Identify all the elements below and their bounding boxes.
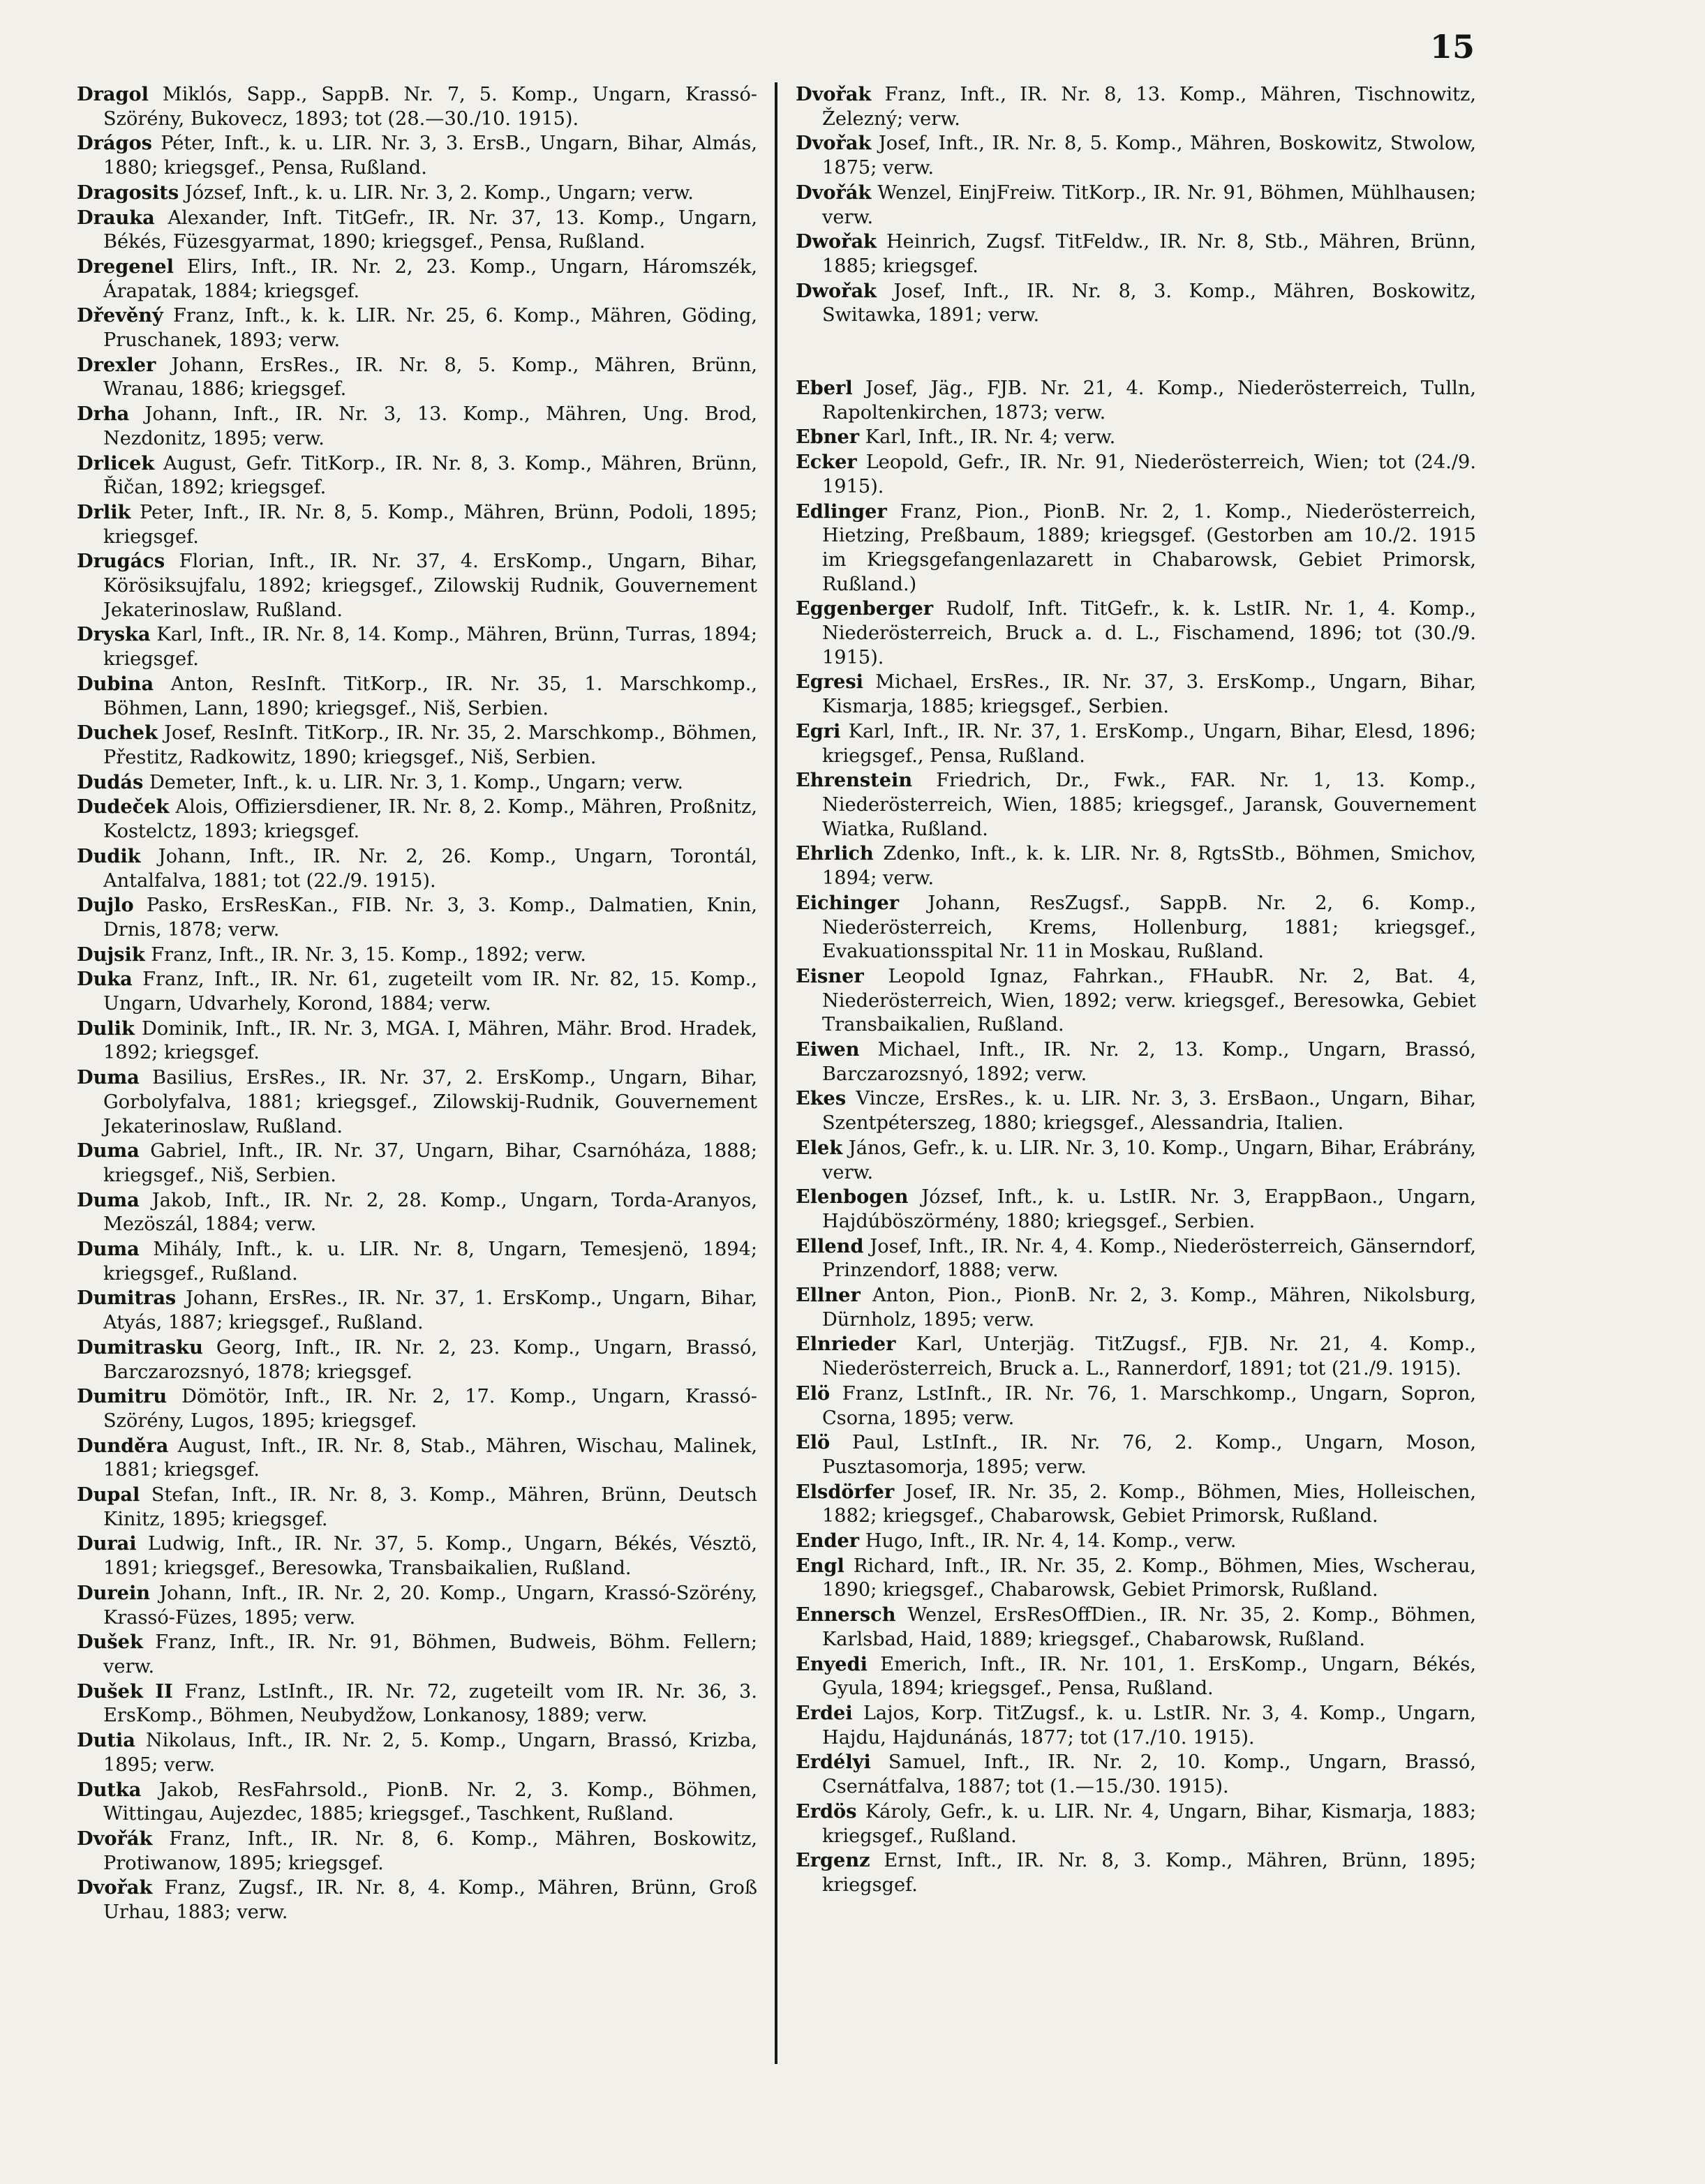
entry-details: Gabriel, Inft., IR. Nr. 37, Ungarn, Bihar, Csarnóháza, 1888; kriegsgef., Niš, Serbien. bbox=[103, 1140, 757, 1186]
list-entry bbox=[77, 1065, 757, 1139]
entry-details: Leopold Ignaz, Fahrkan., FHaubR. Nr. 2, Bat. 4, Niederösterreich, Wien, 1892; verw. kriegsgef., Beresowka, Gebiet Transbaikalien, Rußland. bbox=[822, 965, 1476, 1036]
list-entry bbox=[77, 1827, 757, 1876]
entry-surname: Drexler bbox=[77, 353, 156, 376]
list-entry bbox=[77, 549, 757, 622]
entry-surname: Elenbogen bbox=[796, 1186, 909, 1209]
entry-surname: Dwořak bbox=[796, 279, 877, 302]
entry-surname: Ecker bbox=[796, 451, 857, 474]
entry-details: Franz, Inft., IR. Nr. 91, Böhmen, Budweis, Böhm. Fellern; verw. bbox=[103, 1631, 757, 1677]
entry-surname: Eichinger bbox=[796, 891, 900, 914]
entry-surname: Dragosits bbox=[77, 181, 179, 204]
entry-details: Johann, Inft., IR. Nr. 2, 26. Komp., Ungarn, Torontál, Antalfalva, 1881; tot (22./9. 1915). bbox=[103, 845, 757, 892]
entry-details: Johann, ResZugsf., SappB. Nr. 2, 6. Komp., Niederösterreich, Krems, Hollenburg, 1881; kriegsgef., Evakuationsspital Nr. 11 in Moskau, Rußland. bbox=[822, 892, 1476, 963]
entry-details: Miklós, Sapp., SappB. Nr. 7, 5. Komp., Ungarn, Krassó-Szörény, Bukovecz, 1893; tot (28.—30./10. 1915). bbox=[103, 84, 757, 130]
entry-surname: Erdös bbox=[796, 1800, 857, 1823]
entry-details: Franz, Inft., IR. Nr. 3, 15. Komp., 1892; verw. bbox=[144, 943, 586, 966]
list-entry bbox=[77, 893, 757, 942]
list-entry bbox=[796, 450, 1476, 499]
entry-details: József, Inft., k. u. LstIR. Nr. 3, ErappBaon., Ungarn, Hajdúböszörmény, 1880; kriegsgef., Serbien. bbox=[822, 1186, 1476, 1232]
list-entry bbox=[796, 1603, 1476, 1652]
list-entry bbox=[796, 719, 1476, 768]
list-entry bbox=[796, 1382, 1476, 1430]
entry-details: Wenzel, ErsResOffDien., IR. Nr. 35, 2. Komp., Böhmen, Karlsbad, Haid, 1889; kriegsgef., Chabarowsk, Rußland. bbox=[822, 1604, 1476, 1650]
list-entry bbox=[77, 622, 757, 671]
entry-details: Rudolf, Inft. TitGefr., k. k. LstIR. Nr. 1, 4. Komp., Niederösterreich, Bruck a. d. L., Fischamend, 1896; tot (30./9. 1915). bbox=[822, 598, 1476, 668]
entry-details: Karl, Inft., IR. Nr. 37, 1. ErsKomp., Ungarn, Bihar, Elesd, 1896; kriegsgef., Pensa, Rußland. bbox=[822, 720, 1476, 767]
list-entry bbox=[77, 721, 757, 770]
entry-surname: Dumitras bbox=[77, 1287, 177, 1310]
list-entry bbox=[796, 1701, 1476, 1750]
list-entry bbox=[77, 1336, 757, 1384]
list-entry bbox=[796, 82, 1476, 131]
list-entry bbox=[796, 891, 1476, 964]
entry-surname: Dušek bbox=[77, 1631, 143, 1654]
list-entry bbox=[796, 1283, 1476, 1332]
entry-surname: Drugács bbox=[77, 550, 165, 573]
entry-details: Heinrich, Zugsf. TitFeldw., IR. Nr. 8, Stb., Mähren, Brünn, 1885; kriegsgef. bbox=[822, 231, 1476, 277]
entry-details: Johann, Inft., IR. Nr. 3, 13. Komp., Mähren, Ung. Brod, Nezdonitz, 1895; verw. bbox=[103, 403, 757, 449]
entry-details: Demeter, Inft., k. u. LIR. Nr. 3, 1. Komp., Ungarn; verw. bbox=[143, 771, 684, 793]
entry-details: Karl, Unterjäg. TitZugsf., FJB. Nr. 21, 4. Komp., Niederösterreich, Bruck a. L., Rannerdorf, 1891; tot (21./9. 1915). bbox=[822, 1333, 1476, 1380]
list-entry bbox=[77, 181, 757, 206]
entry-details: Jakob, ResFahrsold., PionB. Nr. 2, 3. Komp., Böhmen, Wittingau, Aujezdec, 1885; kriegsgef., Taschkent, Rußland. bbox=[103, 1779, 757, 1825]
entry-surname: Elö bbox=[796, 1382, 831, 1405]
entry-details: Peter, Inft., IR. Nr. 8, 5. Komp., Mähren, Brünn, Podoli, 1895; kriegsgef. bbox=[103, 501, 757, 548]
entry-surname: Elek bbox=[796, 1136, 843, 1159]
list-entry bbox=[796, 1652, 1476, 1701]
entry-surname: Ender bbox=[796, 1529, 860, 1553]
entry-details: Josef, Inft., IR. Nr. 4, 4. Komp., Niederösterreich, Gänserndorf, Prinzendorf, 1888; verw. bbox=[822, 1235, 1476, 1282]
list-entry bbox=[796, 181, 1476, 230]
list-entry bbox=[77, 500, 757, 549]
entry-details: August, Gefr. TitKorp., IR. Nr. 8, 3. Komp., Mähren, Brünn, Řičan, 1892; kriegsgef. bbox=[103, 452, 757, 499]
entry-surname: Dutia bbox=[77, 1729, 135, 1752]
list-entry bbox=[77, 967, 757, 1016]
entry-surname: Dušek II bbox=[77, 1680, 173, 1703]
entry-details: Karl, Inft., IR. Nr. 4; verw. bbox=[859, 426, 1116, 449]
entry-surname: Dudik bbox=[77, 844, 141, 867]
section-gap bbox=[796, 328, 1476, 376]
entry-surname: Dvořák bbox=[796, 181, 872, 204]
entry-surname: Dudás bbox=[77, 770, 144, 793]
entry-surname: Dregenel bbox=[77, 255, 174, 278]
entry-details: Franz, LstInft., IR. Nr. 76, 1. Marschkomp., Ungarn, Sopron, Csorna, 1895; verw. bbox=[822, 1382, 1476, 1429]
list-entry bbox=[77, 770, 757, 795]
entry-details: Karl, Inft., IR. Nr. 8, 14. Komp., Mähren, Brünn, Turras, 1894; kriegsgef. bbox=[103, 624, 757, 671]
list-entry bbox=[796, 376, 1476, 425]
entry-details: Alois, Offiziersdiener, IR. Nr. 8, 2. Komp., Mähren, Proßnitz, Kostelctz, 1893; kriegsgef. bbox=[103, 796, 757, 843]
entry-surname: Dujlo bbox=[77, 894, 134, 917]
entry-details: Friedrich, Dr., Fwk., FAR. Nr. 1, 13. Komp., Niederösterreich, Wien, 1885; kriegsgef., Jaransk, Gouvernement Wiatka, Rußland. bbox=[822, 770, 1476, 840]
entry-surname: Drágos bbox=[77, 132, 152, 155]
entry-surname: Drauka bbox=[77, 206, 155, 229]
entry-details: Johann, ErsRes., IR. Nr. 37, 1. ErsKomp., Ungarn, Bihar, Atyás, 1887; kriegsgef., Rußland. bbox=[103, 1287, 757, 1334]
entry-details: Wenzel, EinjFreiw. TitKorp., IR. Nr. 91, Böhmen, Mühlhausen; verw. bbox=[822, 181, 1476, 228]
entry-details: Michael, ErsRes., IR. Nr. 37, 3. ErsKomp., Ungarn, Bihar, Kismarja, 1885; kriegsgef., Serbien. bbox=[822, 671, 1476, 718]
entry-surname: Elsdörfer bbox=[796, 1480, 895, 1503]
list-entry bbox=[796, 1136, 1476, 1185]
entry-surname: Duma bbox=[77, 1188, 140, 1211]
entry-surname: Ebner bbox=[796, 426, 860, 449]
entry-surname: Drlicek bbox=[77, 451, 155, 474]
list-entry bbox=[77, 943, 757, 968]
entry-surname: Dvořák bbox=[77, 1827, 153, 1850]
entry-details: Michael, Inft., IR. Nr. 2, 13. Komp., Ungarn, Brassó, Barczarozsnyó, 1892; verw. bbox=[822, 1039, 1476, 1085]
entry-surname: Dupal bbox=[77, 1483, 140, 1506]
list-entry bbox=[77, 206, 757, 255]
list-entry bbox=[77, 1778, 757, 1827]
entry-surname: Drha bbox=[77, 403, 130, 426]
entry-surname: Eisner bbox=[796, 964, 864, 987]
entry-surname: Dubina bbox=[77, 672, 154, 695]
list-entry bbox=[77, 82, 757, 131]
entry-details: Alexander, Inft. TitGefr., IR. Nr. 37, 13. Komp., Ungarn, Békés, Füzesgyarmat, 1890; kriegsgef., Pensa, Rußland. bbox=[103, 207, 757, 253]
list-entry bbox=[77, 844, 757, 893]
entry-surname: Eberl bbox=[796, 377, 853, 400]
list-entry bbox=[77, 451, 757, 500]
entry-details: Johann, ErsRes., IR. Nr. 8, 5. Komp., Mähren, Brünn, Wranau, 1886; kriegsgef. bbox=[103, 354, 757, 401]
entry-surname: Durein bbox=[77, 1581, 151, 1604]
entry-surname: Dvořak bbox=[77, 1876, 153, 1899]
entry-details: Dömötör, Inft., IR. Nr. 2, 17. Komp., Ungarn, Krassó-Szörény, Lugos, 1895; kriegsgef. bbox=[103, 1386, 757, 1432]
list-entry bbox=[77, 1286, 757, 1335]
entry-details: Anton, ResInft. TitKorp., IR. Nr. 35, 1. Marschkomp., Böhmen, Lann, 1890; kriegsgef., Niš, Serbien. bbox=[103, 673, 757, 719]
entry-details: Franz, LstInft., IR. Nr. 72, zugeteilt vom IR. Nr. 36, 3. ErsKomp., Böhmen, Neubydžow, Lonkanosy, 1889; verw. bbox=[103, 1680, 757, 1727]
list-entry bbox=[796, 1332, 1476, 1381]
entry-surname: Egri bbox=[796, 719, 841, 742]
entry-details: Vincze, ErsRes., k. u. LIR. Nr. 3, 3. ErsBaon., Ungarn, Bihar, Szentpéterszeg, 1880; kriegsgef., Alessandria, Italien. bbox=[822, 1088, 1476, 1135]
entry-surname: Dunděra bbox=[77, 1434, 169, 1457]
list-entry bbox=[796, 230, 1476, 278]
entry-surname: Duma bbox=[77, 1066, 140, 1089]
entry-surname: Dumitru bbox=[77, 1385, 167, 1408]
entry-details: Jakob, Inft., IR. Nr. 2, 28. Komp., Ungarn, Torda-Aranyos, Mezöszál, 1884; verw. bbox=[103, 1189, 757, 1236]
entry-surname: Ergenz bbox=[796, 1849, 870, 1872]
list-entry bbox=[796, 964, 1476, 1038]
entry-surname: Elö bbox=[796, 1431, 831, 1454]
entry-surname: Duka bbox=[77, 968, 133, 991]
entry-details: Mihály, Inft., k. u. LIR. Nr. 8, Ungarn, Temesjenö, 1894; kriegsgef., Rußland. bbox=[103, 1239, 757, 1285]
entry-details: Ernst, Inft., IR. Nr. 8, 3. Komp., Mähren, Brünn, 1895; kriegsgef. bbox=[822, 1850, 1476, 1896]
entry-details: Franz, Inft., k. k. LIR. Nr. 25, 6. Komp., Mähren, Göding, Pruschanek, 1893; verw. bbox=[103, 305, 757, 352]
list-entry bbox=[77, 402, 757, 451]
list-entry bbox=[796, 1038, 1476, 1086]
entry-surname: Dvořak bbox=[796, 83, 872, 105]
entry-surname: Eggenberger bbox=[796, 597, 934, 620]
list-entry bbox=[796, 842, 1476, 890]
list-entry bbox=[796, 1800, 1476, 1848]
entry-surname: Dudeček bbox=[77, 795, 170, 818]
list-entry bbox=[796, 1529, 1476, 1554]
entry-details: Franz, Inft., IR. Nr. 8, 6. Komp., Mähren, Boskowitz, Protiwanow, 1895; kriegsgef. bbox=[103, 1827, 757, 1874]
list-entry bbox=[796, 1554, 1476, 1603]
entry-surname: Drlik bbox=[77, 500, 131, 523]
entry-details: Franz, Inft., IR. Nr. 61, zugeteilt vom IR. Nr. 82, 15. Komp., Ungarn, Udvarhely, Korond, 1884; verw. bbox=[103, 968, 757, 1015]
entry-surname: Ekes bbox=[796, 1087, 847, 1110]
entry-details: Zdenko, Inft., k. k. LIR. Nr. 8, RgtsStb., Böhmen, Smichov, 1894; verw. bbox=[822, 843, 1476, 890]
entry-surname: Duma bbox=[77, 1238, 140, 1261]
list-entry bbox=[796, 500, 1476, 597]
list-entry bbox=[77, 795, 757, 844]
entry-details: Georg, Inft., IR. Nr. 2, 23. Komp., Ungarn, Brassó, Barczarozsnyó, 1878; kriegsgef. bbox=[103, 1336, 757, 1383]
entry-details: Anton, Pion., PionB. Nr. 2, 3. Komp., Mähren, Nikolsburg, Dürnholz, 1895; verw. bbox=[822, 1285, 1476, 1331]
entry-surname: Dragol bbox=[77, 83, 149, 105]
list-entry bbox=[77, 1188, 757, 1237]
entry-surname: Ehrenstein bbox=[796, 769, 913, 792]
list-entry bbox=[77, 1017, 757, 1065]
entry-details: Josef, IR. Nr. 35, 2. Komp., Böhmen, Mies, Holleischen, 1882; kriegsgef., Chabarowsk, Gebiet Primorsk, Rußland. bbox=[822, 1481, 1476, 1527]
entry-details: Dominik, Inft., IR. Nr. 3, MGA. I, Mähren, Mähr. Brod. Hradek, 1892; kriegsgef. bbox=[103, 1017, 757, 1064]
list-entry bbox=[796, 768, 1476, 842]
entry-details: Samuel, Inft., IR. Nr. 2, 10. Komp., Ungarn, Brassó, Csernátfalva, 1887; tot (1.—15./30. 1915). bbox=[822, 1751, 1476, 1798]
entry-details: Franz, Zugsf., IR. Nr. 8, 4. Komp., Mähren, Brünn, Groß Urhau, 1883; verw. bbox=[103, 1877, 757, 1924]
entry-details: Franz, Pion., PionB. Nr. 2, 1. Komp., Niederösterreich, Hietzing, Preßbaum, 1889; kriegsgef. (Gestorben am 10./2. 1915 im Kriegsgefangenlazarett in Chabarowsk, Gebiet Primorsk, Rußland.) bbox=[822, 500, 1476, 595]
list-entry bbox=[77, 1483, 757, 1532]
entry-details: Josef, Jäg., FJB. Nr. 21, 4. Komp., Niederösterreich, Tulln, Rapoltenkirchen, 1873; verw. bbox=[822, 377, 1476, 424]
list-entry bbox=[796, 1234, 1476, 1283]
list-entry bbox=[77, 353, 757, 402]
entry-surname: Duma bbox=[77, 1139, 140, 1162]
entry-surname: Elnrieder bbox=[796, 1333, 896, 1356]
entry-details: Emerich, Inft., IR. Nr. 101, 1. ErsKomp., Ungarn, Békés, Gyula, 1894; kriegsgef., Pensa, Rußland. bbox=[822, 1653, 1476, 1700]
entry-details: Lajos, Korp. TitZugsf., k. u. LstIR. Nr. 3, 4. Komp., Ungarn, Hajdu, Hajdunánás, 1877; tot (17./10. 1915). bbox=[822, 1703, 1476, 1749]
entry-details: Nikolaus, Inft., IR. Nr. 2, 5. Komp., Ungarn, Brassó, Krizba, 1895; verw. bbox=[103, 1730, 757, 1776]
list-entry bbox=[77, 1434, 757, 1483]
list-entry bbox=[77, 131, 757, 180]
list-entry bbox=[77, 1680, 757, 1728]
entry-details: Richard, Inft., IR. Nr. 35, 2. Komp., Böhmen, Mies, Wscherau, 1890; kriegsgef., Chabarowsk, Gebiet Primorsk, Rußland. bbox=[822, 1555, 1476, 1601]
entry-details: Leopold, Gefr., IR. Nr. 91, Niederösterreich, Wien; tot (24./9. 1915). bbox=[822, 451, 1476, 498]
entry-details: August, Inft., IR. Nr. 8, Stab., Mähren, Wischau, Malinek, 1881; kriegsgef. bbox=[103, 1435, 757, 1481]
list-entry bbox=[77, 1876, 757, 1924]
entry-surname: Edlinger bbox=[796, 500, 887, 523]
list-entry bbox=[77, 1728, 757, 1777]
entry-details: Károly, Gefr., k. u. LIR. Nr. 4, Ungarn, Bihar, Kismarja, 1883; kriegsgef., Rußland. bbox=[822, 1800, 1476, 1847]
entry-surname: Dujsik bbox=[77, 943, 145, 966]
entry-surname: Erdélyi bbox=[796, 1751, 871, 1774]
list-entry bbox=[796, 1750, 1476, 1799]
list-entry bbox=[796, 425, 1476, 450]
entry-details: Pasko, ErsResKan., FIB. Nr. 3, 3. Komp., Dalmatien, Knin, Drnis, 1878; verw. bbox=[103, 895, 757, 941]
list-entry bbox=[796, 1185, 1476, 1234]
entry-surname: Egresi bbox=[796, 671, 863, 694]
entry-details: Péter, Inft., k. u. LIR. Nr. 3, 3. ErsB., Ungarn, Bihar, Almás, 1880; kriegsgef., Pensa, Rußland. bbox=[103, 133, 757, 179]
list-entry bbox=[77, 1237, 757, 1286]
list-entry bbox=[796, 1480, 1476, 1529]
entry-details: Josef, Inft., IR. Nr. 8, 3. Komp., Mähren, Boskowitz, Switawka, 1891; verw. bbox=[822, 280, 1476, 327]
entry-surname: Erdei bbox=[796, 1702, 853, 1724]
entry-surname: Dulik bbox=[77, 1017, 135, 1040]
list-entry bbox=[796, 1430, 1476, 1479]
entry-surname: Ehrlich bbox=[796, 842, 874, 865]
list-entry bbox=[77, 255, 757, 304]
entry-details: Elirs, Inft., IR. Nr. 2, 23. Komp., Ungarn, Háromszék, Árapatak, 1884; kriegsgef. bbox=[103, 255, 757, 302]
list-entry bbox=[796, 1086, 1476, 1135]
entry-surname: Ennersch bbox=[796, 1603, 896, 1626]
entry-surname: Eiwen bbox=[796, 1038, 860, 1061]
entry-surname: Dryska bbox=[77, 623, 151, 646]
list-entry bbox=[77, 1581, 757, 1630]
page-number: 15 bbox=[1429, 28, 1475, 66]
list-entry bbox=[796, 597, 1476, 670]
list-entry bbox=[77, 672, 757, 721]
entry-surname: Ellend bbox=[796, 1234, 864, 1257]
entry-details: Florian, Inft., IR. Nr. 37, 4. ErsKomp., Ungarn, Bihar, Körösiksujfalu, 1892; kriegsgef., Zilowskij Rudnik, Gouvernement Jekaterinoslaw, Rußland. bbox=[103, 551, 757, 621]
left-column bbox=[77, 82, 757, 1925]
entry-surname: Enyedi bbox=[796, 1652, 868, 1675]
list-entry bbox=[77, 1384, 757, 1433]
list-entry bbox=[796, 279, 1476, 328]
column-divider bbox=[775, 82, 777, 2064]
entry-details: Paul, LstInft., IR. Nr. 76, 2. Komp., Ungarn, Moson, Pusztasomorja, 1895; verw. bbox=[822, 1432, 1476, 1478]
list-entry bbox=[796, 131, 1476, 180]
entry-surname: Durai bbox=[77, 1532, 137, 1555]
entry-details: János, Gefr., k. u. LIR. Nr. 3, 10. Komp., Ungarn, Bihar, Erábrány, verw. bbox=[822, 1137, 1476, 1183]
list-entry bbox=[796, 1848, 1476, 1897]
entry-surname: Dutka bbox=[77, 1778, 142, 1801]
list-entry bbox=[77, 304, 757, 352]
entry-details: Stefan, Inft., IR. Nr. 8, 3. Komp., Mähren, Brünn, Deutsch Kinitz, 1895; kriegsgef. bbox=[103, 1484, 757, 1530]
entry-details: Ludwig, Inft., IR. Nr. 37, 5. Komp., Ungarn, Békés, Vésztö, 1891; kriegsgef., Beresowka, Transbaikalien, Rußland. bbox=[103, 1533, 757, 1580]
list-entry bbox=[77, 1630, 757, 1679]
list-entry bbox=[77, 1139, 757, 1188]
entry-surname: Dwořak bbox=[796, 230, 877, 253]
entry-details: Johann, Inft., IR. Nr. 2, 20. Komp., Ungarn, Krassó-Szörény, Krassó-Füzes, 1895; verw. bbox=[103, 1582, 757, 1629]
entry-surname: Ellner bbox=[796, 1284, 861, 1307]
list-entry bbox=[796, 670, 1476, 719]
entry-details: Josef, Inft., IR. Nr. 8, 5. Komp., Mähren, Boskowitz, Stwolow, 1875; verw. bbox=[822, 133, 1476, 179]
entry-details: József, Inft., k. u. LIR. Nr. 3, 2. Komp., Ungarn; verw. bbox=[179, 181, 694, 204]
entry-surname: Dřevěný bbox=[77, 304, 163, 327]
entry-details: Franz, Inft., IR. Nr. 8, 13. Komp., Mähren, Tischnowitz, Železný; verw. bbox=[822, 84, 1476, 130]
entry-surname: Dvořak bbox=[796, 132, 872, 155]
list-entry bbox=[77, 1532, 757, 1580]
right-column bbox=[796, 82, 1476, 1898]
entry-surname: Engl bbox=[796, 1554, 844, 1577]
entry-details: Basilius, ErsRes., IR. Nr. 37, 2. ErsKomp., Ungarn, Bihar, Gorbolyfalva, 1881; kriegsgef., Zilowskij-Rudnik, Gouvernement Jekaterinoslaw, Rußland. bbox=[103, 1067, 757, 1137]
entry-details: Josef, ResInft. TitKorp., IR. Nr. 35, 2. Marschkomp., Böhmen, Přestitz, Radkowitz, 1890; kriegsgef., Niš, Serbien. bbox=[103, 722, 757, 768]
entry-details: Hugo, Inft., IR. Nr. 4, 14. Komp., verw. bbox=[859, 1530, 1237, 1553]
entry-surname: Duchek bbox=[77, 721, 158, 745]
entry-surname: Dumitrasku bbox=[77, 1336, 203, 1359]
